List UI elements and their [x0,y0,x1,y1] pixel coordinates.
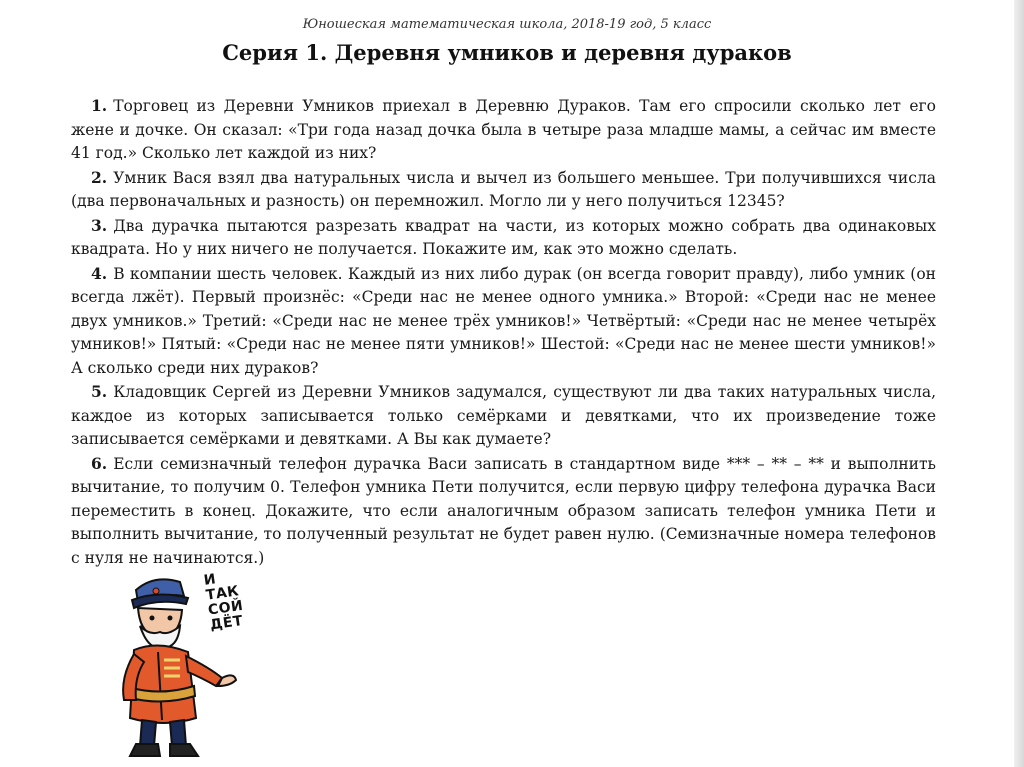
problem-list [71,94,936,570]
problem-2 [71,166,936,214]
problem-6 [71,452,936,571]
caption-line: И ТАК [202,571,241,604]
caption-line: СОЙ [207,597,245,619]
problem-number: 4. [91,263,108,283]
problem-text: Два дурачка пытаются разрезать квадрат на части, из которых можно собрать два одинаковых квадрата. Но у них ничего не получается. Покажите им, как это можно сделать. [71,216,936,258]
caption-line: ДЁТ [209,612,245,634]
page-edge-shadow [1014,0,1024,767]
problem-text: Если семизначный телефон дурачка Васи записать в стандартном виде *** – ** – ** и выполнить вычитание, то получим 0. Телефон умника Пети получится, если первую цифру телефона дурачка Васи переместить в конец. Докажите, что если аналогичным образом записать телефон умника Пети и выполнить вычитание, то полученный результат не будет равен нулю. (Семизначные номера телефонов с нуля не начинаются.) [71,454,936,567]
illustration-caption [203,568,255,634]
problem-number: 1. [91,96,108,115]
problem-number: 5. [91,382,108,401]
page-title: Серия 1. Деревня умников и деревня дураков [222,40,792,65]
problem-number: 3. [91,215,108,235]
page-subtitle: Юношеская математическая школа, 2018-19 год, 5 класс [302,17,712,32]
problem-number: 6. [91,453,108,473]
problem-text: Кладовщик Сергей из Деревни Умников задумался, существуют ли два таких натуральных числа, каждое из которых записывается только семёрками и девятками, что их произведение тоже записывается семёрками и девятками. А Вы как думаете? [71,383,936,448]
problem-number: 2. [91,167,108,187]
problem-4 [71,262,936,381]
problem-5 [71,380,936,452]
problem-text: Торговец из Деревни Умников приехал в Деревню Дураков. Там его спросили сколько лет его жене и дочке. Он сказал: «Три года назад дочка была в четыре раза младше мамы, а сейчас им вместе 41 год.» Сколько лет каждой из них? [71,97,936,162]
problem-1 [71,94,936,166]
problem-3 [71,214,936,262]
problem-text: В компании шесть человек. Каждый из них либо дурак (он всегда говорит правду), либо умник (он всегда лжёт). Первый произнёс: «Среди нас не менее одного умника.» Второй: «Среди нас не менее двух умников.» Третий: «Среди нас не менее трёх умников!» Четвёртый: «Среди нас не менее четырёх умников!» Пятый: «Среди нас не менее пяти умников!» Шестой: «Среди нас не менее шести умников!» А сколько среди них дураков? [71,264,936,377]
problem-text: Умник Вася взял два натуральных числа и вычел из большего меньшее. Три получившихся числа (два первоначальных и разность) он перемножил. Могло ли у него получиться 12345? [71,168,936,210]
